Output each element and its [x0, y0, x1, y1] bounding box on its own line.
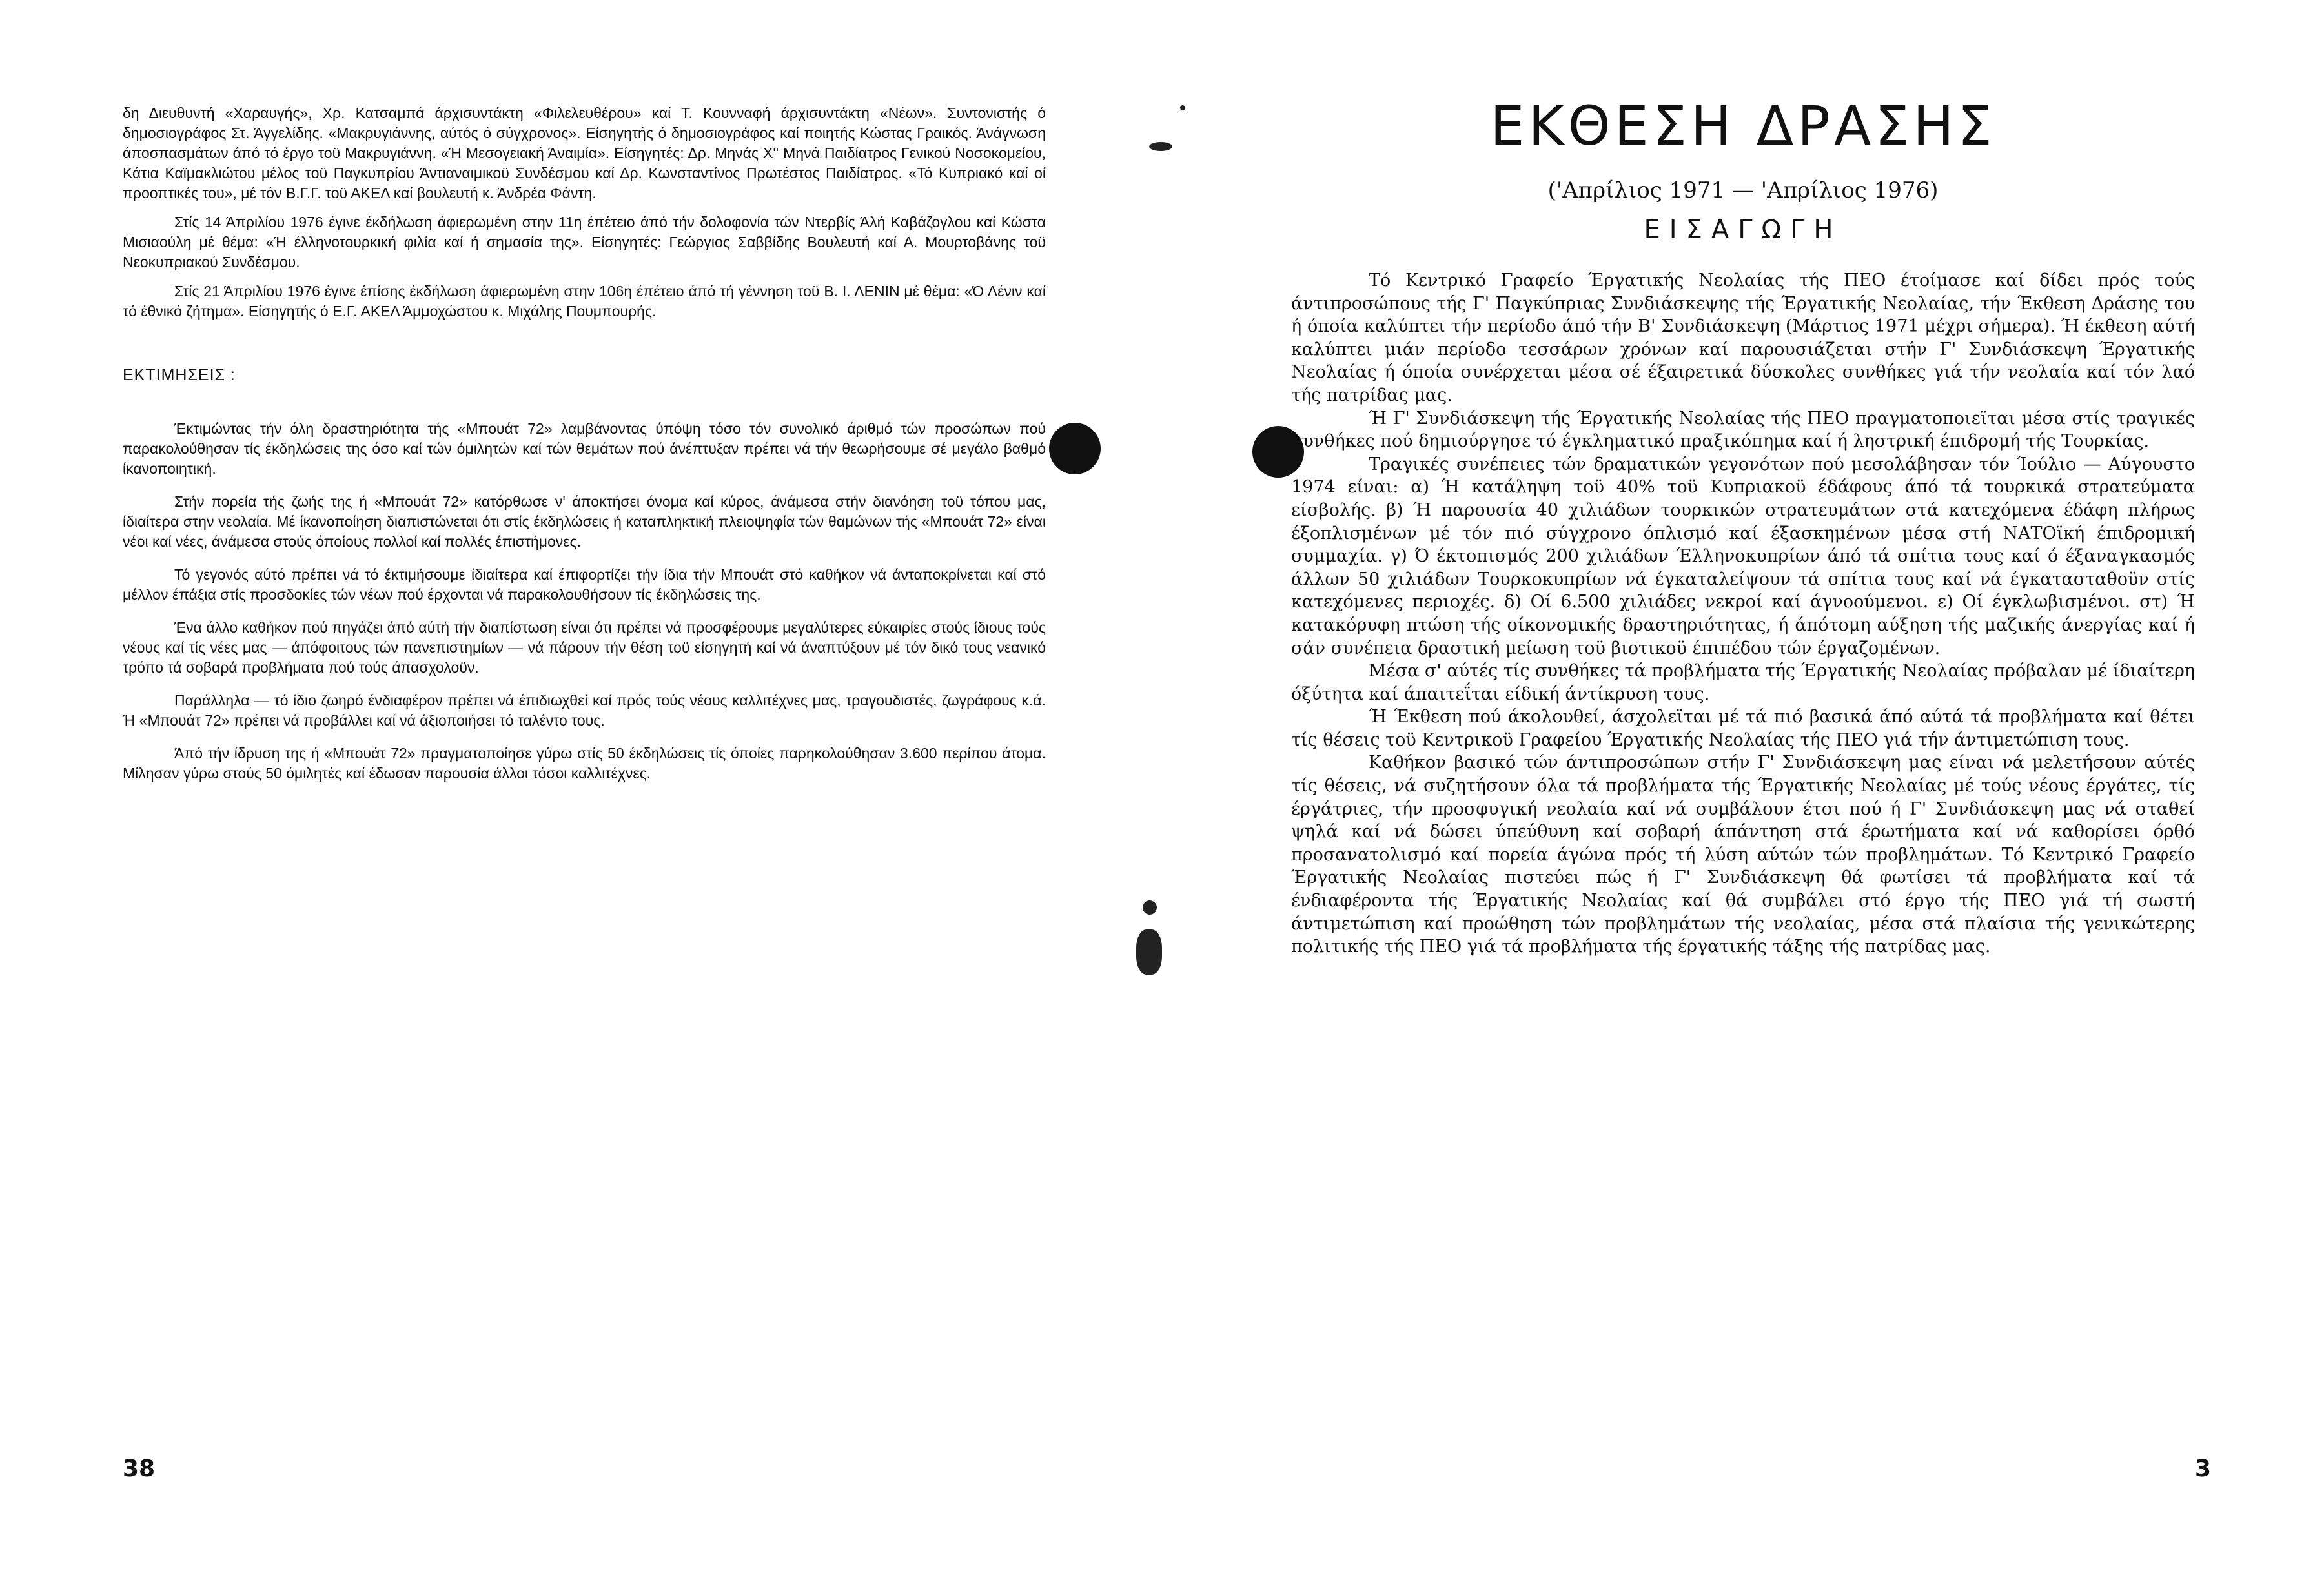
- binder-hole-left: [1049, 423, 1101, 474]
- page-number-left: 38: [123, 1456, 156, 1482]
- intro-body-paragraph: Καθήκον βασικό τών άντιπροσώπων στήν Γ' Συνδιάσκεψη μας είναι νά μελετήσουν αύτές τίς θέσεις, νά συζητήσουν όλα τά προβλήματα τής Έργατικής Νεολαίας μέ τούς νέους έργάτες, τίς έργάτριες, τήν προσφυγική νεολαία καί νά συμβάλουν έτσι πού ή Γ' Συνδιάσκεψη μας νά σταθεί ψηλά καί νά δώσει ύπεύθυνη καί σοβαρή άπάντηση στά έρωτήματα καί νά καθορίσει όρθό προσανατολισμό καί πορεία άγώνα πρός τή λύση αύτών τών προβλημάτων. Τό Κεντρικό Γραφείο Έργατικής Νεολαίας πιστεύει πώς ή Γ' Συνδιάσκεψη θά φωτίσει τά προβλήματα καί τά ένδιαφέροντα τής Έργατικής Νεολαίας καί θά συμβάλει στό έργο τής ΠΕΟ γιά τή σωστή άντιμετώπιση καί προώθηση τών προβλημάτων τής νεολαίας, μέσα στά πλαίσια τής γενικώτερης πολιτικής τής ΠΕΟ γιά τά προβλήματα τής έργατικής τάξης τής πατρίδας μας.: [1291, 753, 2195, 957]
- intro-body-paragraph: Τραγικές συνέπειες τών δραματικών γεγονότων πού μεσολάβησαν τόν Ίούλιο — Αύγουστο 1974 είναι: α) Ή κατάληψη τοϋ 40% τοϋ Κυπριακοϋ έδάφους άπό τά τουρκικά στρατεύματα είσβολής. β) Ή παρουσία 40 χιλιάδων τουρκικών στρατευμάτων στά κατεχόμενα έδάφη πλήρως έξοπλισμένων μέ τόν πιό σύγχρονο όπλισμό καί έξασκημένων μέσα στή ΝΑΤΟϊκή έπιδρομική συμμαχία. γ) Ό έκτοπισμός 200 χιλιάδων Έλληνοκυπρίων άπό τά σπίτια τους καί ό έξαναγκασμός άλλων 50 χιλιάδων Τουρκοκυπρίων νά έγκαταλείψουν τά σπίτια τους καί νά έγκατασταθοϋν στίς κατεχόμενες περιοχές. δ) Οί 6.500 χιλιάδες νεκροί καί άγνοούμενοι. ε) Οί έγκλωβισμένοι. στ) Ή κατακόρυφη πτώση τής οίκονομικής δραστηριότητας, ή άπότομη αύξηση τής μαζικής άνεργίας καί ή σάν συνέπεια δραστική μείωση τοϋ βιοτικοϋ έπιπέδου τών έργαζομένων.: [1291, 454, 2195, 658]
- intro-paragraph: δη Διευθυντή «Χαραυγής», Χρ. Κατσαμπά άρχισυντάκτη «Φιλελευθέρου» καί Τ. Κουνναφή άρχισυντάκτη «Νέων». Συντονιστής ό δημοσιογράφος Στ. Άγγελίδης. «Μακρυγιάννης, αύτός ό σύγχρονος». Είσηγητής ό δημοσιογράφος καί ποιητής Κώστας Γραικός. Άνάγνωση άποσπασμάτων άπό τό έργο τοϋ Μακρυγιάννη. «Ή Μεσογειακή Άναιμία». Είσηγητές: Δρ. Μηνάς Χ'' Μηνά Παιδίατρος Γενικού Νοσοκομείου, Κάτια Καϊμακλιώτου μέλος τοϋ Παγκυπρίου Άντιαναιμικοϋ Συνδέσμου καί Δρ. Κωνσταντίνος Πρωτέστος Παιδίατρος. «Τό Κυπριακό καί οί προοπτικές του», μέ τόν Β.Γ.Γ. τοϋ ΑΚΕΛ καί βουλευτή κ. Άνδρέα Φάντη.: [123, 105, 1046, 201]
- estimate-paragraph: Άπό τήν ίδρυση της ή «Μπουάτ 72» πραγματοποίησε γύρω στίς 50 έκδηλώσεις τίς όποίες παρηκολούθησαν 3.600 περίπου άτομα. Μίλησαν γύρω στούς 50 όμιλητές καί έδωσαν παρουσία άλλοι τόσοι καλλιτέχνες.: [123, 745, 1046, 782]
- right-page: [1162, 0, 2324, 1573]
- estimate-paragraph: Παράλληλα — τό ίδιο ζωηρό ένδιαφέρον πρέπει νά έπιδιωχθεί καί πρός τούς νέους καλλιτέχνες μας, τραγουδιστές, ζωγράφους κ.ά. Ή «Μπουάτ 72» πρέπει νά προβάλλει καί νά άξιοποιήσει τό ταλέντο τους.: [123, 692, 1046, 729]
- estimates-section: [123, 419, 1046, 784]
- estimate-paragraph: Στήν πορεία τής ζωής της ή «Μπουάτ 72» κατόρθωσε ν' άποκτήσει όνομα καί κύρος, άνάμεσα στήν διανόηση τοϋ τόπου μας, ίδιαίτερα στην νεολαία. Μέ ίκανοποίηση διαπιστώνεται ότι στίς έκδηλώσεις ή καταπληκτική πλειοψηφία τών θαμώνων τής «Μπουάτ 72» είναι νέοι καί νέες, άνάμεσα στούς όποίους πολλοί καί πολλές έπιστήμονες.: [123, 493, 1046, 550]
- paragraph-april-14: Στίς 14 Άπριλίου 1976 έγινε έκδήλωση άφιερωμένη στην 11η έπέτειο άπό τήν δολοφονία τών Ντερβίς Άλή Καβάζογλου καί Κώστα Μισιαούλη μέ θέμα: «Ή έλληνοτουρκική φιλία καί ή σημασία της». Είσηγητές: Γεώργιος Σαββίδης Βουλευτή καί Α. Μουρτοβάνης τοϋ Νεοκυπριακού Συνδέσμου.: [123, 214, 1046, 270]
- scan-speck: [1136, 929, 1162, 975]
- estimate-paragraph: Ένα άλλο καθήκον πού πηγάζει άπό αύτή τήν διαπίστωση είναι ότι πρέπει νά προσφέρουμε μεγαλύτερες εύκαιρίες στούς ίδιους τούς νέους καί τίς νέες μας — άπόφοιτους τών πανεπιστημίων — νά πάρουν τήν θέση τοϋ είσηγητή καί νά άναπτύξουν μέ τόν δικό τους νεανικό τρόπο τά σοβαρά προβλήματα πού τούς άπασχολοϋν.: [123, 619, 1046, 676]
- intro-body-paragraph: Ή Έκθεση πού άκολουθεί, άσχολεϊται μέ τά πιό βασικά άπό αύτά τά προβλήματα καί θέτει τίς θέσεις τοϋ Κεντρικοϋ Γραφείου Έργατικής Νεολαίας τής ΠΕΟ γιά τήν άντιμετώπιση τους.: [1291, 707, 2195, 750]
- introduction-body: [1291, 269, 2195, 959]
- estimate-paragraph: Έκτιμώντας τήν όλη δραστηριότητα τής «Μπουάτ 72» λαμβάνοντας ύπόψη τόσο τόν συνολικό άριθμό τών προσώπων πού παρακολούθησαν τίς έκδηλώσεις της όσο καί τών όμιλητών καί τών θεμάτων πού άνέπτυξαν πρέπει νά τήν θεωρήσουμε σέ μεγάλο βαθμό ίκανοποιητική.: [123, 420, 1046, 477]
- report-title: ΕΚΘΕΣΗ ΔΡΑΣΗΣ: [1490, 94, 1996, 157]
- estimate-paragraph: Τό γεγονός αύτό πρέπει νά τό έκτιμήσουμε ίδιαίτερα καί έπιφορτίζει τήν ίδια τήν Μπουάτ στό καθήκον νά άνταποκρίνεται καί στό μέλλον έπάξια στίς προσδοκίες τών νέων πού έρχονται νά παρακολουθήσουν τίς έκδηλώσεις της.: [123, 566, 1046, 603]
- intro-body-paragraph: Μέσα σ' αύτές τίς συνθήκες τά προβλήματα τής Έργατικής Νεολαίας πρόβαλαν μέ ίδιαίτερη όξύτητα καί άπαιτεΐται είδική άντίκρυση τους.: [1291, 661, 2195, 704]
- right-text-column: [1291, 94, 2195, 959]
- paragraph-april-21: Στίς 21 Άπριλίου 1976 έγινε έπίσης έκδήλωση άφιερωμένη στην 106η έπέτειο άπό τή γέννηση τοϋ Β. Ι. ΛΕΝΙΝ μέ θέμα: «Ό Λένιν καί τό έθνικό ζήτημα». Είσηγητής ό Ε.Γ. ΑΚΕΛ Άμμοχώστου κ. Μιχάλης Πουμπουρής.: [123, 283, 1046, 320]
- estimates-heading: ΕΚΤΙΜΗΣΕΙΣ :: [123, 366, 236, 384]
- scan-speck: [1143, 900, 1157, 915]
- page-number-right: 3: [2195, 1456, 2212, 1482]
- report-period: ('Απρίλιος 1971 — 'Απρίλιος 1976): [1547, 178, 1939, 203]
- left-text-column: [123, 103, 1046, 797]
- intro-body-paragraph: Τό Κεντρικό Γραφείο Έργατικής Νεολαίας τής ΠΕΟ έτοίμασε καί δίδει πρός τούς άντιπροσώπους τής Γ' Παγκύπριας Συνδιάσκεψης τής Έργατικής Νεολαίας, τήν Έκθεση Δράσης του ή όποία καλύπτει τήν περίοδο άπό τήν Β' Συνδιάσκεψη (Μάρτιος 1971 μέχρι σήμερα). Ή έκθεση αύτή καλύπτει μιάν περίοδο τεσσάρων χρόνων καί παρουσιάζεται στήν Γ' Συνδιάσκεψη Έργατικής Νεολαίας ή όποία συνέρχεται μέσα σέ έξαιρετικά δύσκολες συνθήκες γιά τήν νεολαία καί τόν λαό τής πατρίδας μας.: [1291, 270, 2195, 405]
- introduction-heading: ΕΙΣΑΓΩΓΗ: [1644, 215, 1842, 245]
- intro-body-paragraph: Ή Γ' Συνδιάσκεψη τής Έργατικής Νεολαίας τής ΠΕΟ πραγματοποιεϊται μέσα στίς τραγικές συνθήκες πού δημιούργησε τό έγκληματικό πραξικόπημα καί ή ληστρική έπιδρομή τής Τουρκίας.: [1291, 408, 2195, 452]
